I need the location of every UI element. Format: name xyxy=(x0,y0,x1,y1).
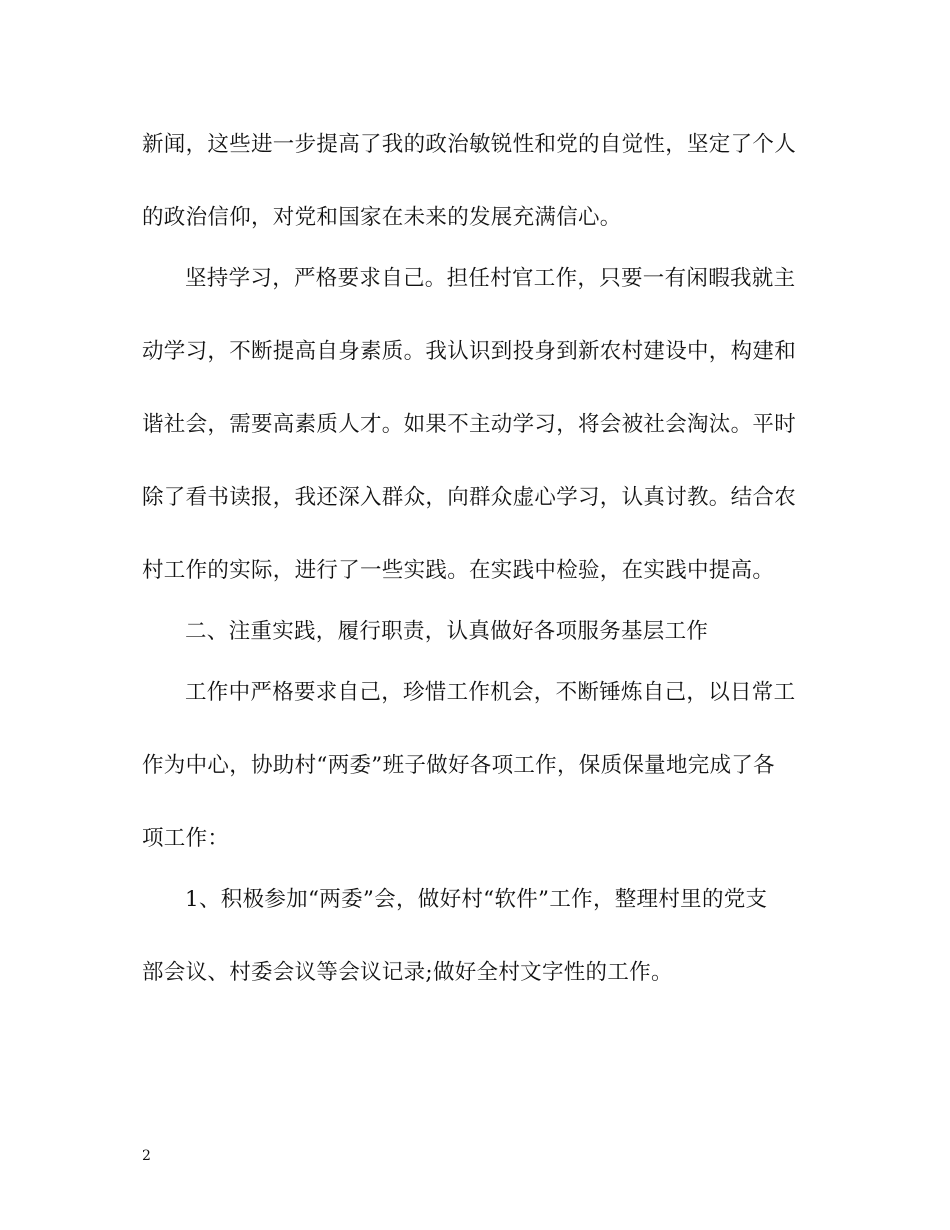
text-line-11: 项工作： xyxy=(142,826,230,851)
page-number: 2 xyxy=(142,1148,151,1164)
text-line-12: 1、积极参加“两委”会，做好村“软件”工作，整理村里的党支 xyxy=(185,887,768,912)
text-line-9: 工作中严格要求自己，珍惜工作机会，不断锤炼自己，以日常工 xyxy=(185,680,796,705)
text-line-2: 的政治信仰，对党和国家在未来的发展充满信心。 xyxy=(142,205,622,230)
text-line-4: 动学习，不断提高自身素质。我认识到投身到新农村建设中，构建和 xyxy=(142,339,797,364)
text-line-1: 新闻，这些进一步提高了我的政治敏锐性和党的自觉性，坚定了个人 xyxy=(142,132,797,157)
text-line-3: 坚持学习，严格要求自己。担任村官工作，只要一有闲暇我就主 xyxy=(185,266,796,291)
text-line-7: 村工作的实际，进行了一些实践。在实践中检验，在实践中提高。 xyxy=(142,558,775,583)
text-line-10: 作为中心，协助村“两委”班子做好各项工作，保质保量地完成了各 xyxy=(142,753,775,778)
section-heading: 二、注重实践，履行职责，认真做好各项服务基层工作 xyxy=(185,619,709,644)
text-line-6: 除了看书读报，我还深入群众，向群众虚心学习，认真讨教。结合农 xyxy=(142,485,797,510)
text-line-13: 部会议、村委会议等会议记录;做好全村文字性的工作。 xyxy=(142,960,673,985)
text-line-5: 谐社会，需要高素质人才。如果不主动学习，将会被社会淘汰。平时 xyxy=(142,412,797,437)
